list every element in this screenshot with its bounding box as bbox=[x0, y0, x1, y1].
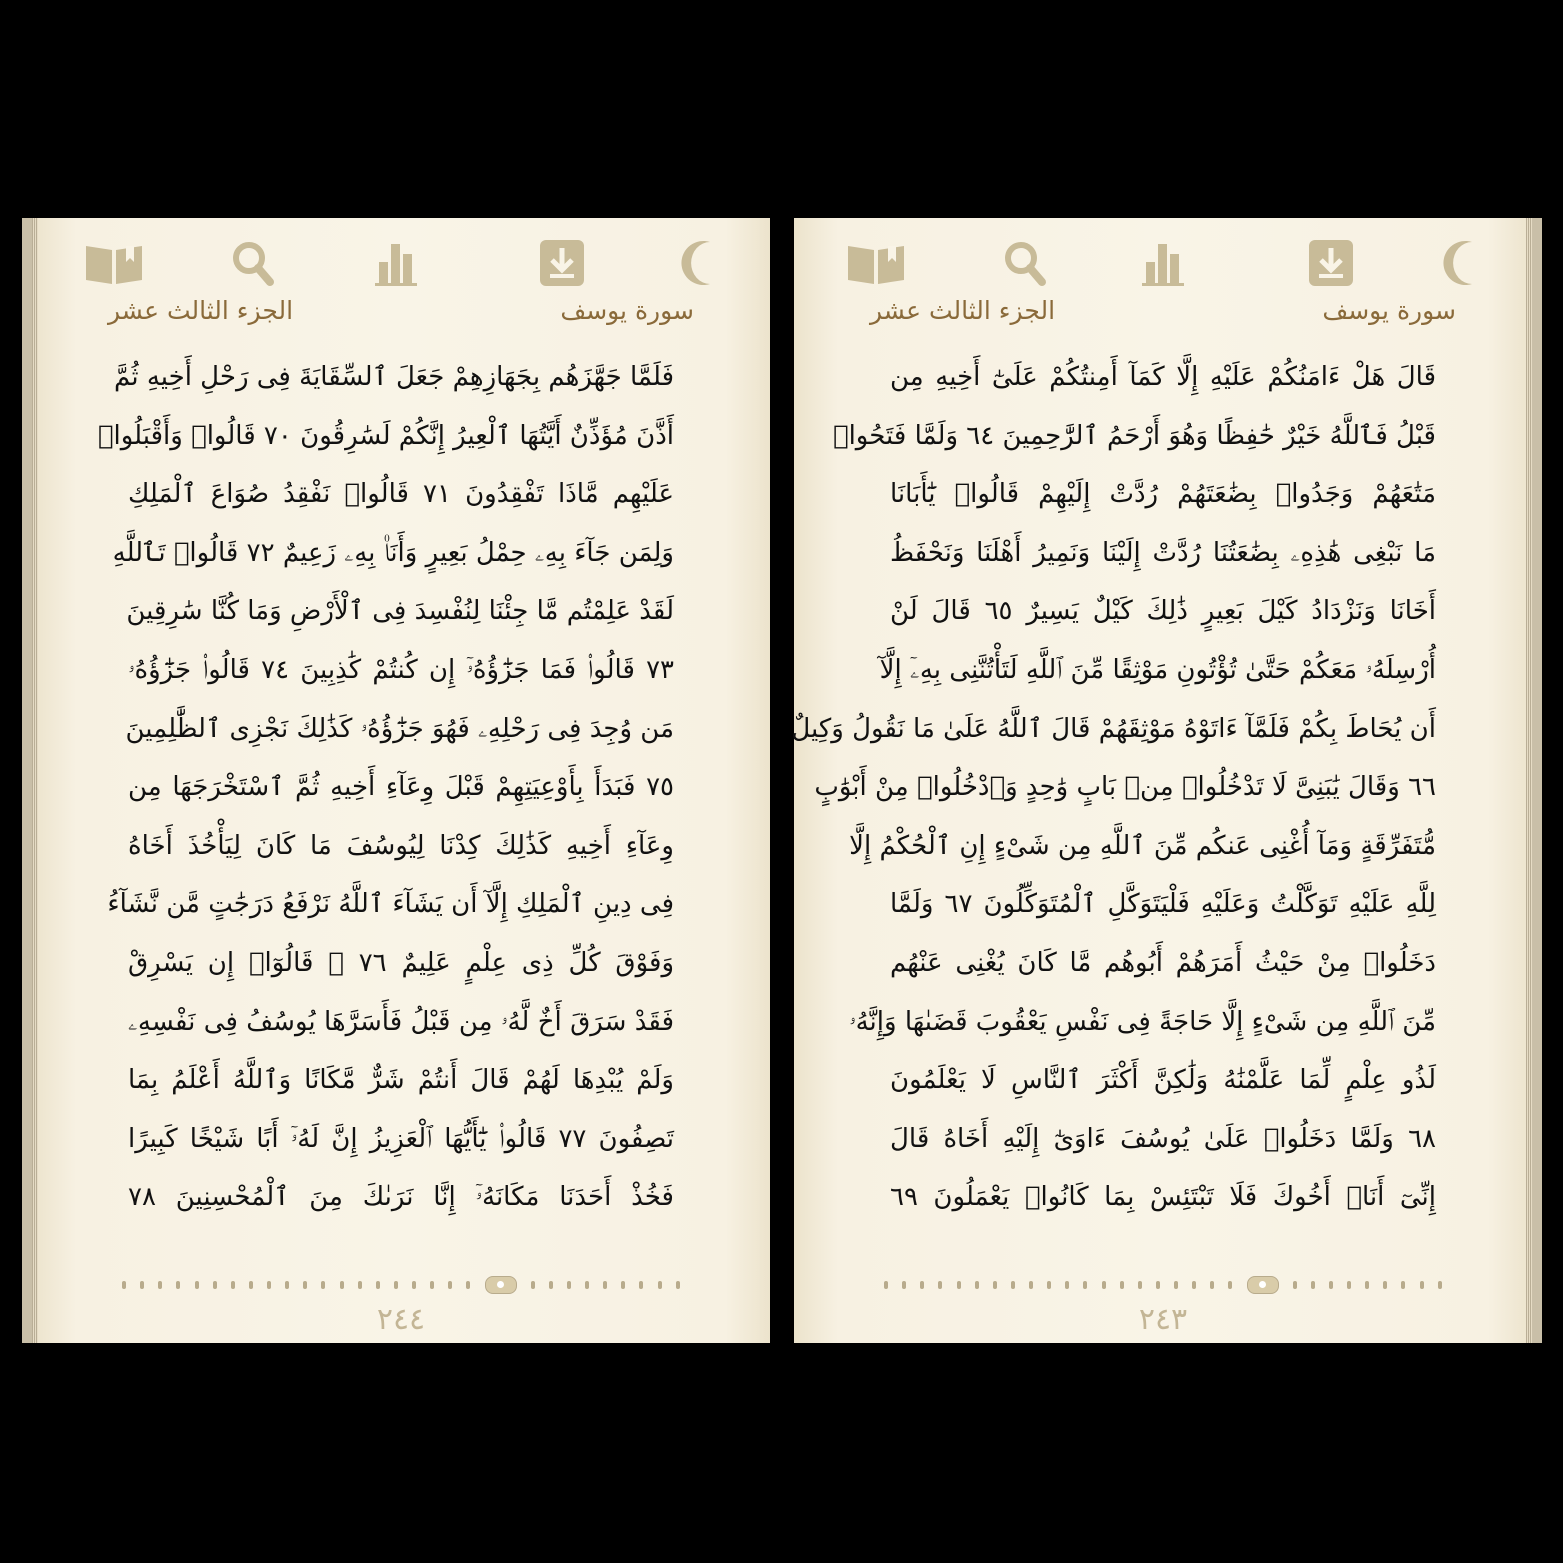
page-dot[interactable] bbox=[122, 1281, 126, 1289]
page-dot[interactable] bbox=[1347, 1281, 1351, 1289]
text-line: لَقَدْ عَلِمْتُم مَّا جِئْنَا لِنُفْسِدَ فِى ٱلْأَرْضِ وَمَا كُنَّا سَٰرِقِينَ bbox=[126, 596, 674, 627]
page-dot[interactable] bbox=[658, 1281, 662, 1289]
toolbar bbox=[82, 238, 720, 288]
page-dot[interactable] bbox=[448, 1281, 452, 1289]
download-icon[interactable] bbox=[1299, 238, 1363, 288]
page-number: ٢٤٤ bbox=[376, 1302, 426, 1337]
juz-name: الجزء الثالث عشر bbox=[870, 296, 1056, 325]
juz-name: الجزء الثالث عشر bbox=[108, 296, 294, 325]
text-line: ٦٦ وَقَالَ يَٰبَنِىَّ لَا تَدْخُلُوا۟ مِنۢ بَابٍ وَٰحِدٍ وَٱدْخُلُوا۟ مِنْ أَبْوَٰبٍ bbox=[814, 772, 1436, 803]
text-line: عَلَيْهِم مَّاذَا تَفْقِدُونَ ٧١ قَالُوا۟ نَفْقِدُ صُوَاعَ ٱلْمَلِكِ bbox=[128, 479, 674, 510]
page-dot[interactable] bbox=[1011, 1281, 1015, 1289]
page-dot[interactable] bbox=[1329, 1281, 1333, 1289]
page-dot[interactable] bbox=[1383, 1281, 1387, 1289]
search-icon[interactable] bbox=[994, 238, 1058, 288]
chart-icon[interactable] bbox=[1134, 238, 1198, 288]
text-line: مَتَٰعَهُمْ وَجَدُوا۟ بِضَٰعَتَهُمْ رُدَّتْ إِلَيْهِمْ قَالُوا۟ يَٰٓأَبَانَا bbox=[890, 479, 1436, 510]
right-page bbox=[791, 218, 1542, 1343]
page-dot[interactable] bbox=[1083, 1281, 1087, 1289]
text-line: وَلِمَن جَآءَ بِهِۦ حِمْلُ بَعِيرٍ وَأَنَا۠ بِهِۦ زَعِيمٌ ٧٢ قَالُوا۟ تَٱللَّهِ bbox=[112, 537, 674, 568]
surah-name: سورة يوسف bbox=[1322, 296, 1456, 325]
page-dot[interactable] bbox=[603, 1281, 607, 1289]
page-dot[interactable] bbox=[902, 1281, 906, 1289]
text-line: دَخَلُوا۟ مِنْ حَيْثُ أَمَرَهُمْ أَبُوهُم مَّا كَانَ يُغْنِى عَنْهُم bbox=[890, 947, 1436, 978]
page-dot[interactable] bbox=[1120, 1281, 1124, 1289]
text-line: فَقَدْ سَرَقَ أَخٌ لَّهُۥ مِن قَبْلُ فَأَسَرَّهَا يُوسُفُ فِى نَفْسِهِۦ bbox=[128, 1006, 674, 1037]
page-dot[interactable] bbox=[1192, 1281, 1196, 1289]
text-line: ٧٣ قَالُوا۟ فَمَا جَزَٰٓؤُهُۥٓ إِن كُنتُمْ كَٰذِبِينَ ٧٤ قَالُوا۟ جَزَٰٓؤُهُۥ bbox=[128, 654, 674, 685]
page-dot[interactable] bbox=[957, 1281, 961, 1289]
page-dot[interactable] bbox=[358, 1281, 362, 1289]
page-dot-active[interactable] bbox=[1247, 1276, 1279, 1294]
page-dot[interactable] bbox=[1065, 1281, 1069, 1289]
page-dot[interactable] bbox=[195, 1281, 199, 1289]
book-icon[interactable] bbox=[844, 238, 908, 288]
page-dot[interactable] bbox=[549, 1281, 553, 1289]
page-dot[interactable] bbox=[1438, 1281, 1442, 1289]
text-line: أَذَّنَ مُؤَذِّنٌ أَيَّتُهَا ٱلْعِيرُ إِنَّكُمْ لَسَٰرِقُونَ ٧٠ قَالُوا۟ وَأَقْبَلُوا۟ bbox=[97, 420, 674, 451]
text-line: إِنِّىٓ أَنَا۠ أَخُوكَ فَلَا تَبْتَئِسْ بِمَا كَانُوا۟ يَعْمَلُونَ ٦٩ bbox=[890, 1182, 1436, 1213]
page-dot[interactable] bbox=[1138, 1281, 1142, 1289]
page-dot[interactable] bbox=[567, 1281, 571, 1289]
page-dot[interactable] bbox=[267, 1281, 271, 1289]
page-dot[interactable] bbox=[993, 1281, 997, 1289]
toolbar bbox=[844, 238, 1482, 288]
page-dot[interactable] bbox=[376, 1281, 380, 1289]
page-dot[interactable] bbox=[676, 1281, 680, 1289]
page-dot[interactable] bbox=[231, 1281, 235, 1289]
page-dot[interactable] bbox=[585, 1281, 589, 1289]
text-line: ٦٨ وَلَمَّا دَخَلُوا۟ عَلَىٰ يُوسُفَ ءَاوَىٰٓ إِلَيْهِ أَخَاهُ قَالَ bbox=[890, 1123, 1436, 1154]
page-dot[interactable] bbox=[412, 1281, 416, 1289]
text-line: أَخَانَا وَنَزْدَادُ كَيْلَ بَعِيرٍ ذَٰلِكَ كَيْلٌ يَسِيرٌ ٦٥ قَالَ لَنْ bbox=[890, 596, 1436, 627]
page-dot[interactable] bbox=[1047, 1281, 1051, 1289]
surah-name: سورة يوسف bbox=[560, 296, 694, 325]
quran-text bbox=[791, 348, 1437, 1228]
text-line: لَذُو عِلْمٍ لِّمَا عَلَّمْنَٰهُ وَلَٰكِنَّ أَكْثَرَ ٱلنَّاسِ لَا يَعْلَمُونَ bbox=[890, 1065, 1436, 1096]
text-line: أُرْسِلَهُۥ مَعَكُمْ حَتَّىٰ تُؤْتُونِ مَوْثِقًا مِّنَ ٱللَّهِ لَتَأْتُنَّنِى بِهِۦٓ إِلَّآ bbox=[879, 654, 1436, 685]
page-dot[interactable] bbox=[1365, 1281, 1369, 1289]
page-dot[interactable] bbox=[975, 1281, 979, 1289]
text-line: فَلَمَّا جَهَّزَهُم بِجَهَازِهِمْ جَعَلَ ٱلسِّقَايَةَ فِى رَحْلِ أَخِيهِ ثُمَّ bbox=[114, 362, 674, 392]
page-dot[interactable] bbox=[176, 1281, 180, 1289]
text-line: فِى دِينِ ٱلْمَلِكِ إِلَّآ أَن يَشَآءَ ٱللَّهُ نَرْفَعُ دَرَجَٰتٍ مَّن نَّشَآءُ bbox=[107, 889, 674, 920]
page-dot[interactable] bbox=[158, 1281, 162, 1289]
download-icon[interactable] bbox=[530, 238, 594, 288]
page-dot[interactable] bbox=[1401, 1281, 1405, 1289]
page-dot[interactable] bbox=[1420, 1281, 1424, 1289]
page-dot[interactable] bbox=[1174, 1281, 1178, 1289]
page-dot[interactable] bbox=[321, 1281, 325, 1289]
moon-icon[interactable] bbox=[670, 238, 734, 288]
search-icon[interactable] bbox=[222, 238, 286, 288]
text-line: أَن يُحَاطَ بِكُمْ فَلَمَّآ ءَاتَوْهُ مَوْثِقَهُمْ قَالَ ٱللَّهُ عَلَىٰ مَا نَقُولُ وَكِيلٌ bbox=[791, 713, 1436, 744]
page-dot[interactable] bbox=[213, 1281, 217, 1289]
text-line: مَن وُجِدَ فِى رَحْلِهِۦ فَهُوَ جَزَٰٓؤُهُۥ كَذَٰلِكَ نَجْزِى ٱلظَّٰلِمِينَ bbox=[125, 713, 674, 744]
page-dot[interactable] bbox=[1228, 1281, 1232, 1289]
page-dot[interactable] bbox=[140, 1281, 144, 1289]
page-dot[interactable] bbox=[1156, 1281, 1160, 1289]
page-dot[interactable] bbox=[394, 1281, 398, 1289]
moon-icon[interactable] bbox=[1432, 238, 1496, 288]
page-dot[interactable] bbox=[938, 1281, 942, 1289]
page-dot[interactable] bbox=[1029, 1281, 1033, 1289]
text-line: لِلَّهِ عَلَيْهِ تَوَكَّلْتُ وَعَلَيْهِ فَلْيَتَوَكَّلِ ٱلْمُتَوَكِّلُونَ ٦٧ وَلَمَّا bbox=[890, 889, 1437, 920]
page-dot[interactable] bbox=[920, 1281, 924, 1289]
text-line: مِّنَ ٱللَّهِ مِن شَىْءٍ إِلَّا حَاجَةً فِى نَفْسِ يَعْقُوبَ قَضَىٰهَا وَإِنَّهُۥ bbox=[849, 1006, 1436, 1037]
quran-text bbox=[97, 348, 674, 1228]
text-line: قَبْلُ فَٱللَّهُ خَيْرٌ حَٰفِظًا وَهُوَ أَرْحَمُ ٱلرَّٰحِمِينَ ٦٤ وَلَمَّا فَتَحُوا۟ bbox=[832, 420, 1436, 451]
page-indicator[interactable] bbox=[884, 1279, 1442, 1291]
chart-icon[interactable] bbox=[367, 238, 431, 288]
text-line: وَلَمْ يُبْدِهَا لَهُمْ قَالَ أَنتُمْ شَرٌّ مَّكَانًا وَٱللَّهُ أَعْلَمُ بِمَا bbox=[128, 1065, 674, 1096]
page-dot[interactable] bbox=[1210, 1281, 1214, 1289]
page-dot[interactable] bbox=[285, 1281, 289, 1289]
page-dot-active[interactable] bbox=[485, 1276, 517, 1294]
text-line: مَا نَبْغِى هَٰذِهِۦ بِضَٰعَتُنَا رُدَّتْ إِلَيْنَا وَنَمِيرُ أَهْلَنَا وَنَحْفَظُ bbox=[890, 537, 1436, 568]
text-line: وَفَوْقَ كُلِّ ذِى عِلْمٍ عَلِيمٌ ٧٦ ۞ قَالُوٓا۟ إِن يَسْرِقْ bbox=[128, 947, 674, 978]
page-number: ٢٤٣ bbox=[1138, 1302, 1188, 1337]
page-dot[interactable] bbox=[466, 1281, 470, 1289]
text-line: فَخُذْ أَحَدَنَا مَكَانَهُۥٓ إِنَّا نَرَىٰكَ مِنَ ٱلْمُحْسِنِينَ ٧٨ bbox=[128, 1182, 674, 1213]
left-page bbox=[22, 218, 770, 1343]
page-dot[interactable] bbox=[639, 1281, 643, 1289]
page-indicator[interactable] bbox=[122, 1279, 680, 1291]
page-dot[interactable] bbox=[303, 1281, 307, 1289]
page-dot[interactable] bbox=[1102, 1281, 1106, 1289]
page-dot[interactable] bbox=[340, 1281, 344, 1289]
page-dot[interactable] bbox=[884, 1281, 888, 1289]
page-dot[interactable] bbox=[531, 1281, 535, 1289]
text-line: تَصِفُونَ ٧٧ قَالُوا۟ يَٰٓأَيُّهَا ٱلْعَزِيزُ إِنَّ لَهُۥٓ أَبًا شَيْخًا كَبِيرًا bbox=[128, 1123, 674, 1154]
page-dot[interactable] bbox=[1311, 1281, 1315, 1289]
page-dot[interactable] bbox=[1293, 1281, 1297, 1289]
page-dot[interactable] bbox=[430, 1281, 434, 1289]
text-line: وِعَآءِ أَخِيهِ كَذَٰلِكَ كِدْنَا لِيُوسُفَ مَا كَانَ لِيَأْخُذَ أَخَاهُ bbox=[128, 830, 674, 861]
page-dot[interactable] bbox=[621, 1281, 625, 1289]
text-line: قَالَ هَلْ ءَامَنُكُمْ عَلَيْهِ إِلَّا كَمَآ أَمِنتُكُمْ عَلَىٰٓ أَخِيهِ مِن bbox=[890, 362, 1436, 392]
page-dot[interactable] bbox=[249, 1281, 253, 1289]
text-line: ٧٥ فَبَدَأَ بِأَوْعِيَتِهِمْ قَبْلَ وِعَآءِ أَخِيهِ ثُمَّ ٱسْتَخْرَجَهَا مِن bbox=[128, 772, 674, 803]
text-line: مُّتَفَرِّقَةٍ وَمَآ أُغْنِى عَنكُم مِّنَ ٱللَّهِ مِن شَىْءٍ إِنِ ٱلْحُكْمُ إِلَّا bbox=[849, 830, 1436, 861]
book-icon[interactable] bbox=[82, 238, 146, 288]
